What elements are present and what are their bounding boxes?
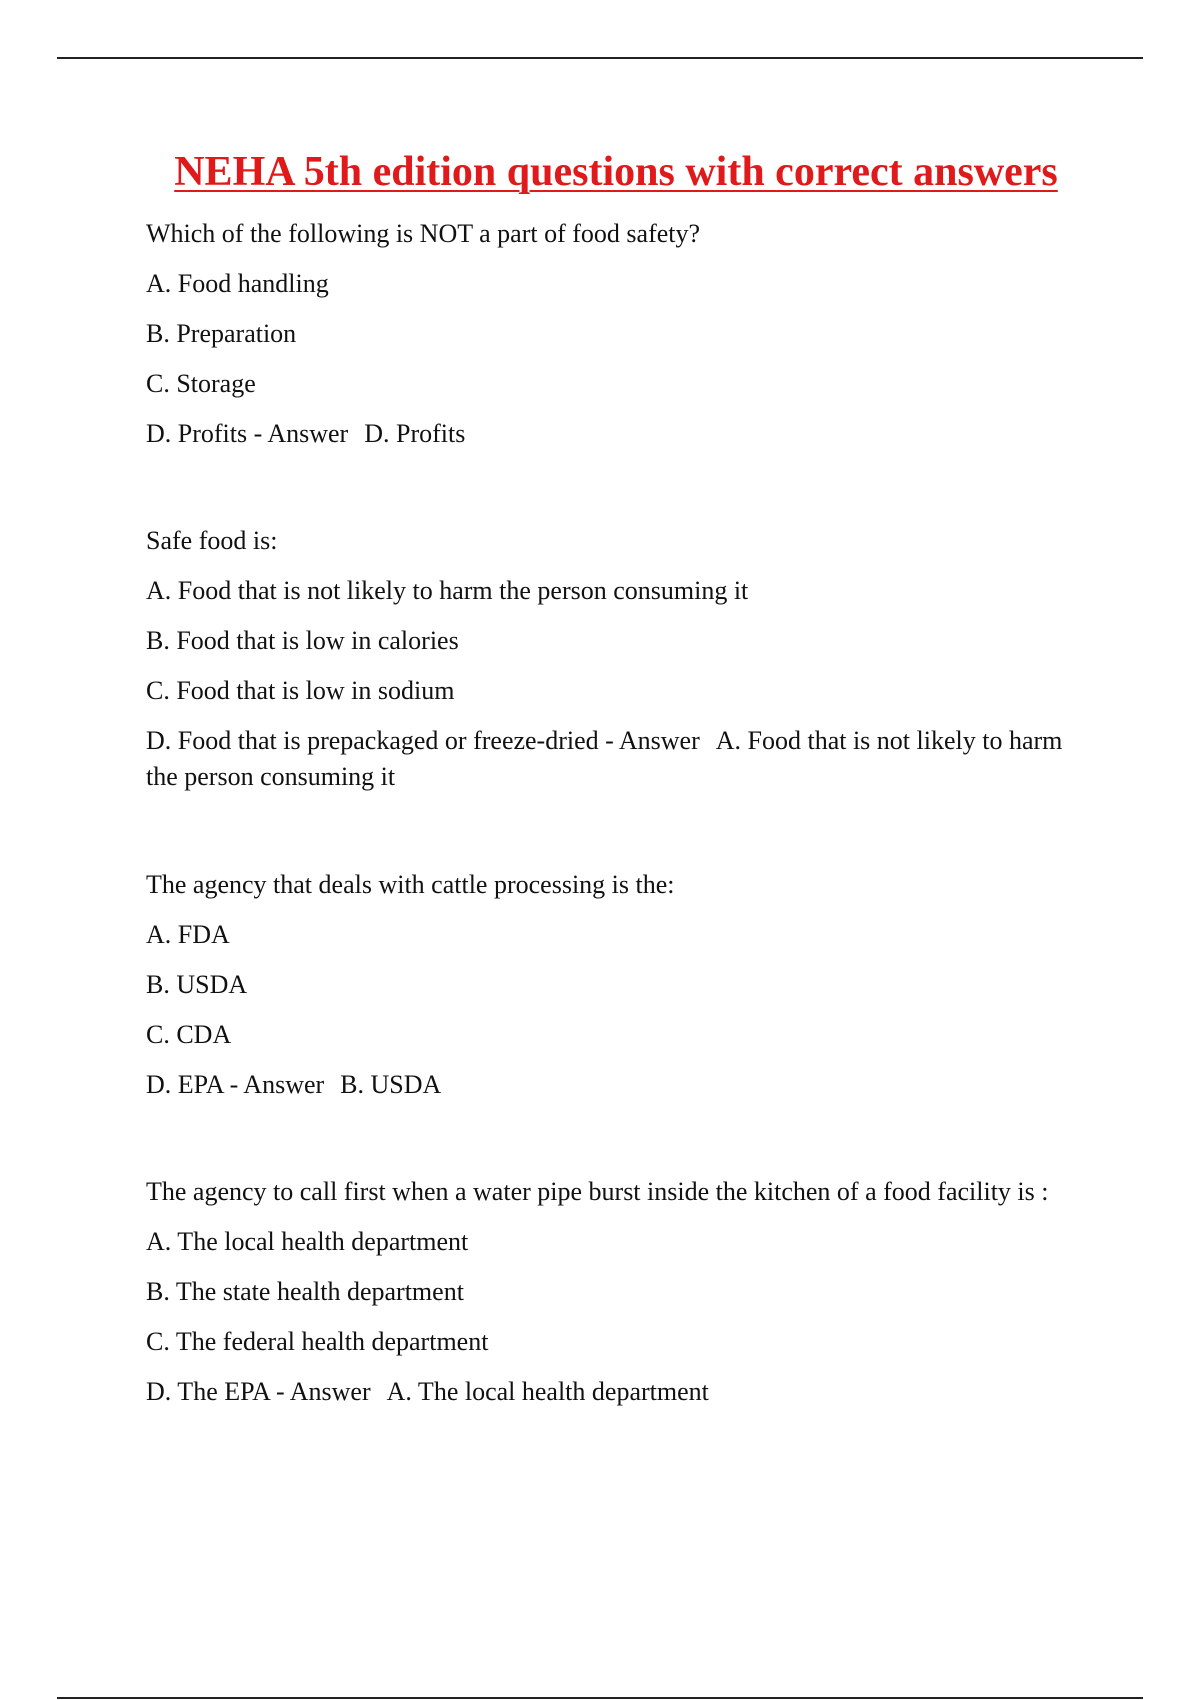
- correct-answer: B. USDA: [340, 1070, 442, 1099]
- option-b: B. The state health department: [146, 1277, 464, 1306]
- question-text: Safe food is:: [146, 526, 278, 555]
- answer-marker: - Answer: [253, 419, 349, 448]
- document-title: NEHA 5th edition questions with correct answers: [174, 149, 1058, 195]
- answer-marker: - Answer: [605, 726, 700, 755]
- option-d-with-answer: [146, 416, 1086, 452]
- correct-answer: D. Profits: [364, 419, 466, 448]
- option-c: C. The federal health department: [146, 1327, 489, 1356]
- question-text: The agency that deals with cattle processing is the:: [146, 870, 675, 899]
- bottom-rule: [57, 1697, 1143, 1699]
- question-block-2: [146, 523, 1086, 795]
- question-block-1: [146, 216, 1086, 452]
- option-c: C. CDA: [146, 1020, 232, 1049]
- option-d-with-answer: [146, 1067, 1086, 1103]
- option-d: D. Profits: [146, 419, 248, 448]
- option-c: C. Storage: [146, 369, 256, 398]
- answer-marker: - Answer: [229, 1070, 325, 1099]
- option-d: D. Food that is prepackaged or freeze-dried: [146, 726, 599, 755]
- question-block-3: [146, 867, 1086, 1103]
- option-c: C. Food that is low in sodium: [146, 676, 455, 705]
- option-a: A. Food handling: [146, 269, 329, 298]
- option-d-with-answer: [146, 723, 1086, 795]
- option-b: B. Preparation: [146, 319, 297, 348]
- correct-answer: A. The local health department: [386, 1377, 709, 1406]
- option-a: A. FDA: [146, 920, 230, 949]
- option-b: B. Food that is low in calories: [146, 626, 459, 655]
- option-d: D. EPA: [146, 1070, 224, 1099]
- question-text: Which of the following is NOT a part of food safety?: [146, 219, 701, 248]
- option-d: D. The EPA: [146, 1377, 270, 1406]
- option-a: A. Food that is not likely to harm the person consuming it: [146, 576, 749, 605]
- question-block-4: [146, 1174, 1086, 1410]
- correct-answer: A. Food that is not likely to harm the person consuming it: [146, 726, 1063, 791]
- question-text: The agency to call first when a water pipe burst inside the kitchen of a food facility is :: [146, 1177, 1049, 1206]
- option-d-with-answer: [146, 1374, 1086, 1410]
- answer-marker: - Answer: [276, 1377, 371, 1406]
- option-a: A. The local health department: [146, 1227, 469, 1256]
- option-b: B. USDA: [146, 970, 248, 999]
- top-rule: [57, 57, 1143, 59]
